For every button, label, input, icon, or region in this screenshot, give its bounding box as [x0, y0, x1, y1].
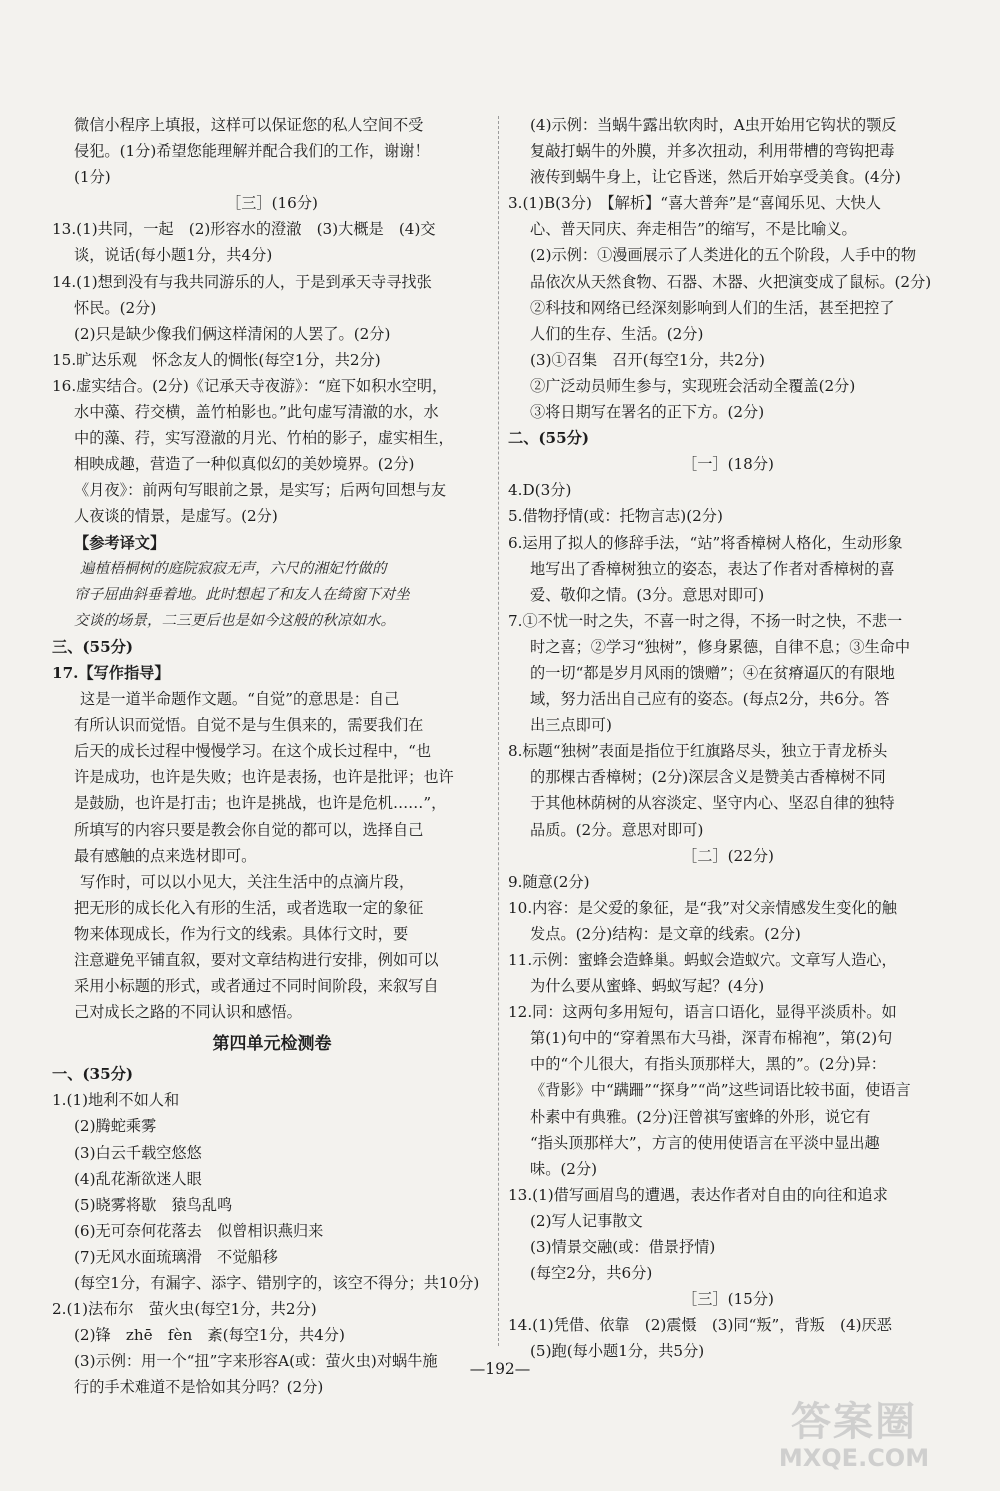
text-line: 物来体现成长，作为行文的线索。具体行文时，要: [74, 924, 409, 943]
text-line: (3)情景交融(或：借景抒情): [530, 1238, 716, 1257]
text-line: 中的“个儿很大，有指头顶那样大，黑的”。(2分)异：: [530, 1055, 886, 1074]
text-line: 己对成长之路的不同认识和感悟。: [74, 1003, 302, 1022]
text-line: “指头顶那样大”，方言的使用使语言在平淡中显出趣: [530, 1133, 880, 1152]
text-line: 注意避免平铺直叙，要对文章结构进行安排，例如可以: [74, 951, 439, 969]
text-line: (4)乱花渐欲迷人眼: [74, 1169, 202, 1188]
left-column: [52, 112, 492, 1401]
text-line: 出三点即可): [530, 716, 612, 735]
text-line: 最有感触的点来选材即可。: [74, 846, 257, 865]
text-line: 有所认识而觉悟。自觉不是与生俱来的，需要我们在: [74, 716, 424, 735]
text-line: 13.(1)借写画眉鸟的遭遇，表达作者对自由的向往和追求: [508, 1185, 888, 1204]
text-line: 12.同：这两句多用短句，语言口语化，显得平淡质朴。如: [508, 1003, 897, 1022]
text-line: ［二］(22分): [682, 846, 774, 865]
watermark: [734, 1400, 974, 1480]
text-line: 1.(1)地利不如人和: [52, 1091, 180, 1110]
text-line: 发点。(2分)结构：是文章的线索。(2分): [530, 924, 801, 943]
text-line: 许是成功，也许是失败；也许是表扬，也许是批评；也许: [74, 768, 454, 787]
text-line: 一、(35分): [52, 1065, 134, 1084]
text-line: 味。(2分): [530, 1159, 598, 1178]
text-line: ［三］(16分): [226, 194, 318, 213]
text-line: 2.(1)法布尔 萤火虫(每空1分，共2分): [52, 1300, 317, 1319]
text-line: 14.(1)凭借、依靠 (2)震慑 (3)同“叛”，背叛 (4)厌恶: [508, 1316, 892, 1335]
text-line: ③将日期写在署名的正下方。(2分): [530, 403, 765, 422]
text-line: 采用小标题的形式，或者通过不同时间阶段，来叙写自: [74, 977, 439, 996]
text-line: 这是一道半命题作文题。“自觉”的意思是：自己: [80, 690, 400, 709]
text-line: 11.示例：蜜蜂会造蜂巢。蚂蚁会造蚁穴。文章写人造心，: [508, 951, 897, 969]
text-line: 6.运用了拟人的修辞手法，“站”将香樟树人格化，生动形象: [508, 533, 903, 552]
text-line: 侵犯。(1分)希望您能理解并配合我们的工作，谢谢！: [74, 142, 430, 161]
text-line: 品依次从天然食物、石器、木器、火把演变成了鼠标。(2分): [530, 272, 932, 291]
text-line: 所填写的内容只要是教会你自觉的都可以，选择自己: [74, 820, 424, 839]
watermark-url: MXQE.COM: [778, 1444, 930, 1472]
text-line: (2)示例：①漫画展示了人类进化的五个阶段，人手中的物: [530, 246, 917, 265]
text-line: 为什么要从蜜蜂、蚂蚁写起？(4分): [530, 977, 765, 996]
text-line: 是鼓励，也许是打击；也许是挑战，也许是危机……”，: [74, 794, 447, 813]
text-line: 9.随意(2分): [508, 872, 590, 891]
text-line: 《月夜》：前两句写眼前之景，是实写；后两句回想与友: [74, 481, 447, 500]
text-line: 17.【写作指导】: [52, 663, 170, 682]
text-line: 8.标题“独树”表面是指位于红旗路尽头，独立于青龙桥头: [508, 742, 888, 761]
text-line: (3)①召集 召开(每空1分，共2分): [530, 350, 765, 369]
text-line: 的那棵古香樟树；(2分)深层含义是赞美古香樟树不同: [530, 768, 886, 787]
text-line: 【参考译文】: [74, 533, 166, 552]
text-line: 人们的生存、生活。(2分): [530, 324, 704, 343]
text-line: 14.(1)想到没有与我共同游乐的人，于是到承天寺寻找张: [52, 272, 432, 291]
text-line: 的一切“都是岁月风雨的馈赠”；④在贫瘠逼仄的有限地: [530, 663, 895, 682]
text-line: 后天的成长过程中慢慢学习。在这个成长过程中，“也: [74, 742, 432, 761]
column-divider: [498, 116, 499, 1346]
text-line: (2)只是缺少像我们俩这样清闲的人罢了。(2分): [74, 324, 391, 343]
text-line: 16.虚实结合。(2分)《记承天寺夜游》：“庭下如积水空明，: [52, 376, 448, 395]
text-line: 第(1)句中的“穿着黑布大马褂，深青布棉袍”，第(2)句: [530, 1029, 893, 1048]
text-line: (7)无风水面琉璃滑 不觉船移: [74, 1247, 278, 1266]
text-line: 于其他林荫树的从容淡定、坚守内心、坚忍自律的独特: [530, 794, 895, 813]
text-line: 13.(1)共同，一起 (2)形容水的澄澈 (3)大概是 (4)交: [52, 220, 436, 239]
text-line: (5)跑(每小题1分，共5分): [530, 1342, 705, 1361]
text-line: 爱、敬仰之情。(3分。意思对即可): [530, 585, 765, 604]
text-line: 谈，说话(每小题1分，共4分): [74, 246, 273, 265]
text-line: (2)写人记事散文: [530, 1211, 643, 1230]
text-line: (6)无可奈何花落去 似曾相识燕归来: [74, 1221, 324, 1240]
text-line: 中的藻、荇，实写澄澈的月光、竹柏的影子，虚实相生，: [74, 429, 454, 448]
text-line: 5.借物抒情(或：托物言志)(2分): [508, 507, 723, 526]
text-line: 液传到蜗牛身上，让它昏迷，然后开始享受美食。(4分): [530, 168, 901, 187]
text-line: 把无形的成长化入有形的生活，或者选取一定的象征: [74, 898, 424, 917]
text-line: (每空2分，共6分): [530, 1264, 653, 1283]
text-line: 帘子屈曲斜垂着地。此时想起了和友人在绮窗下对坐: [74, 585, 410, 603]
text-line: ［一］(18分): [682, 455, 774, 474]
text-line: (3)白云千载空悠悠: [74, 1143, 202, 1162]
text-line: 遍植梧桐树的庭院寂寂无声，六尺的湘妃竹做的: [80, 559, 387, 577]
text-line: 交谈的场景，二三更后也是如今这般的秋凉如水。: [74, 611, 396, 629]
text-line: 10.内容：是父爱的象征，是“我”对父亲情感发生变化的触: [508, 898, 897, 917]
text-line: ②广泛动员师生参与，实现班会活动全覆盖(2分): [530, 376, 856, 395]
text-line: ②科技和网络已经深刻影响到人们的生活，甚至把控了: [530, 298, 895, 317]
text-line: 7.①不忧一时之失，不喜一时之得，不扬一时之快，不悲一: [508, 611, 903, 630]
text-line: 二、(55分): [508, 429, 590, 448]
watermark-logo: 答案圈: [791, 1399, 917, 1445]
text-line: 4.D(3分): [508, 481, 572, 500]
text-line: 品质。(2分。意思对即可): [530, 820, 704, 839]
text-line: 三、(55分): [52, 637, 134, 656]
text-line: 怀民。(2分): [74, 298, 157, 317]
page-number: —192—: [469, 1360, 531, 1378]
text-line: 心、普天同庆、奔走相告”的缩写，不是比喻义。: [530, 220, 857, 239]
text-line: 域，努力活出自己应有的姿态。(每点2分，共6分。答: [530, 690, 890, 709]
text-line: 写作时，可以以小见大，关注生活中的点滴片段，: [80, 872, 415, 891]
text-line: 微信小程序上填报，这样可以保证您的私人空间不受: [74, 116, 424, 134]
text-line: ［三］(15分): [682, 1290, 774, 1309]
text-line: 朴素中有典雅。(2分)汪曾祺写蜜蜂的外形，说它有: [530, 1107, 871, 1126]
text-line: 水中藻、荇交横，盖竹柏影也。”此句虚写清澈的水，水: [74, 403, 439, 422]
text-line: (2)腾蛇乘雾: [74, 1117, 157, 1136]
text-line: 15.旷达乐观 怀念友人的惆怅(每空1分，共2分): [52, 350, 381, 369]
text-line: (2)锋 zhē fèn 紊(每空1分，共4分): [74, 1326, 345, 1345]
text-line: 相映成趣，营造了一种似真似幻的美妙境界。(2分): [74, 455, 415, 474]
right-column: [508, 112, 948, 1365]
text-line: 《背影》中“蹒跚”“探身”“尚”这些词语比较书面，使语言: [530, 1081, 911, 1100]
text-line: (4)示例：当蜗牛露出软肉时，A虫开始用它钩状的颚反: [530, 116, 897, 134]
text-line: 时之喜；②学习“独树”，修身累德，自律不息；③生命中: [530, 637, 911, 656]
text-line: (3)示例：用一个“扭”字来形容A(或：萤火虫)对蜗牛施: [74, 1352, 438, 1371]
text-line: (5)晓雾将歇 猿鸟乱鸣: [74, 1195, 233, 1214]
text-line: 第四单元检测卷: [212, 1034, 332, 1055]
text-line: (每空1分，有漏字、添字、错别字的，该空不得分；共10分): [74, 1274, 480, 1293]
text-line: 行的手术难道不是恰如其分吗？(2分): [74, 1378, 324, 1397]
text-line: 地写出了香樟树独立的姿态，表达了作者对香樟树的喜: [530, 559, 895, 578]
text-line: 人夜谈的情景，是虚写。(2分): [74, 507, 278, 526]
text-line: 3.(1)B(3分) 【解析】“喜大普奔”是“喜闻乐见、大快人: [508, 194, 881, 213]
text-line: (1分): [74, 168, 111, 187]
text-line: 复敲打蜗牛的外膜，并多次扭动，利用带槽的弯钩把毒: [530, 142, 895, 161]
